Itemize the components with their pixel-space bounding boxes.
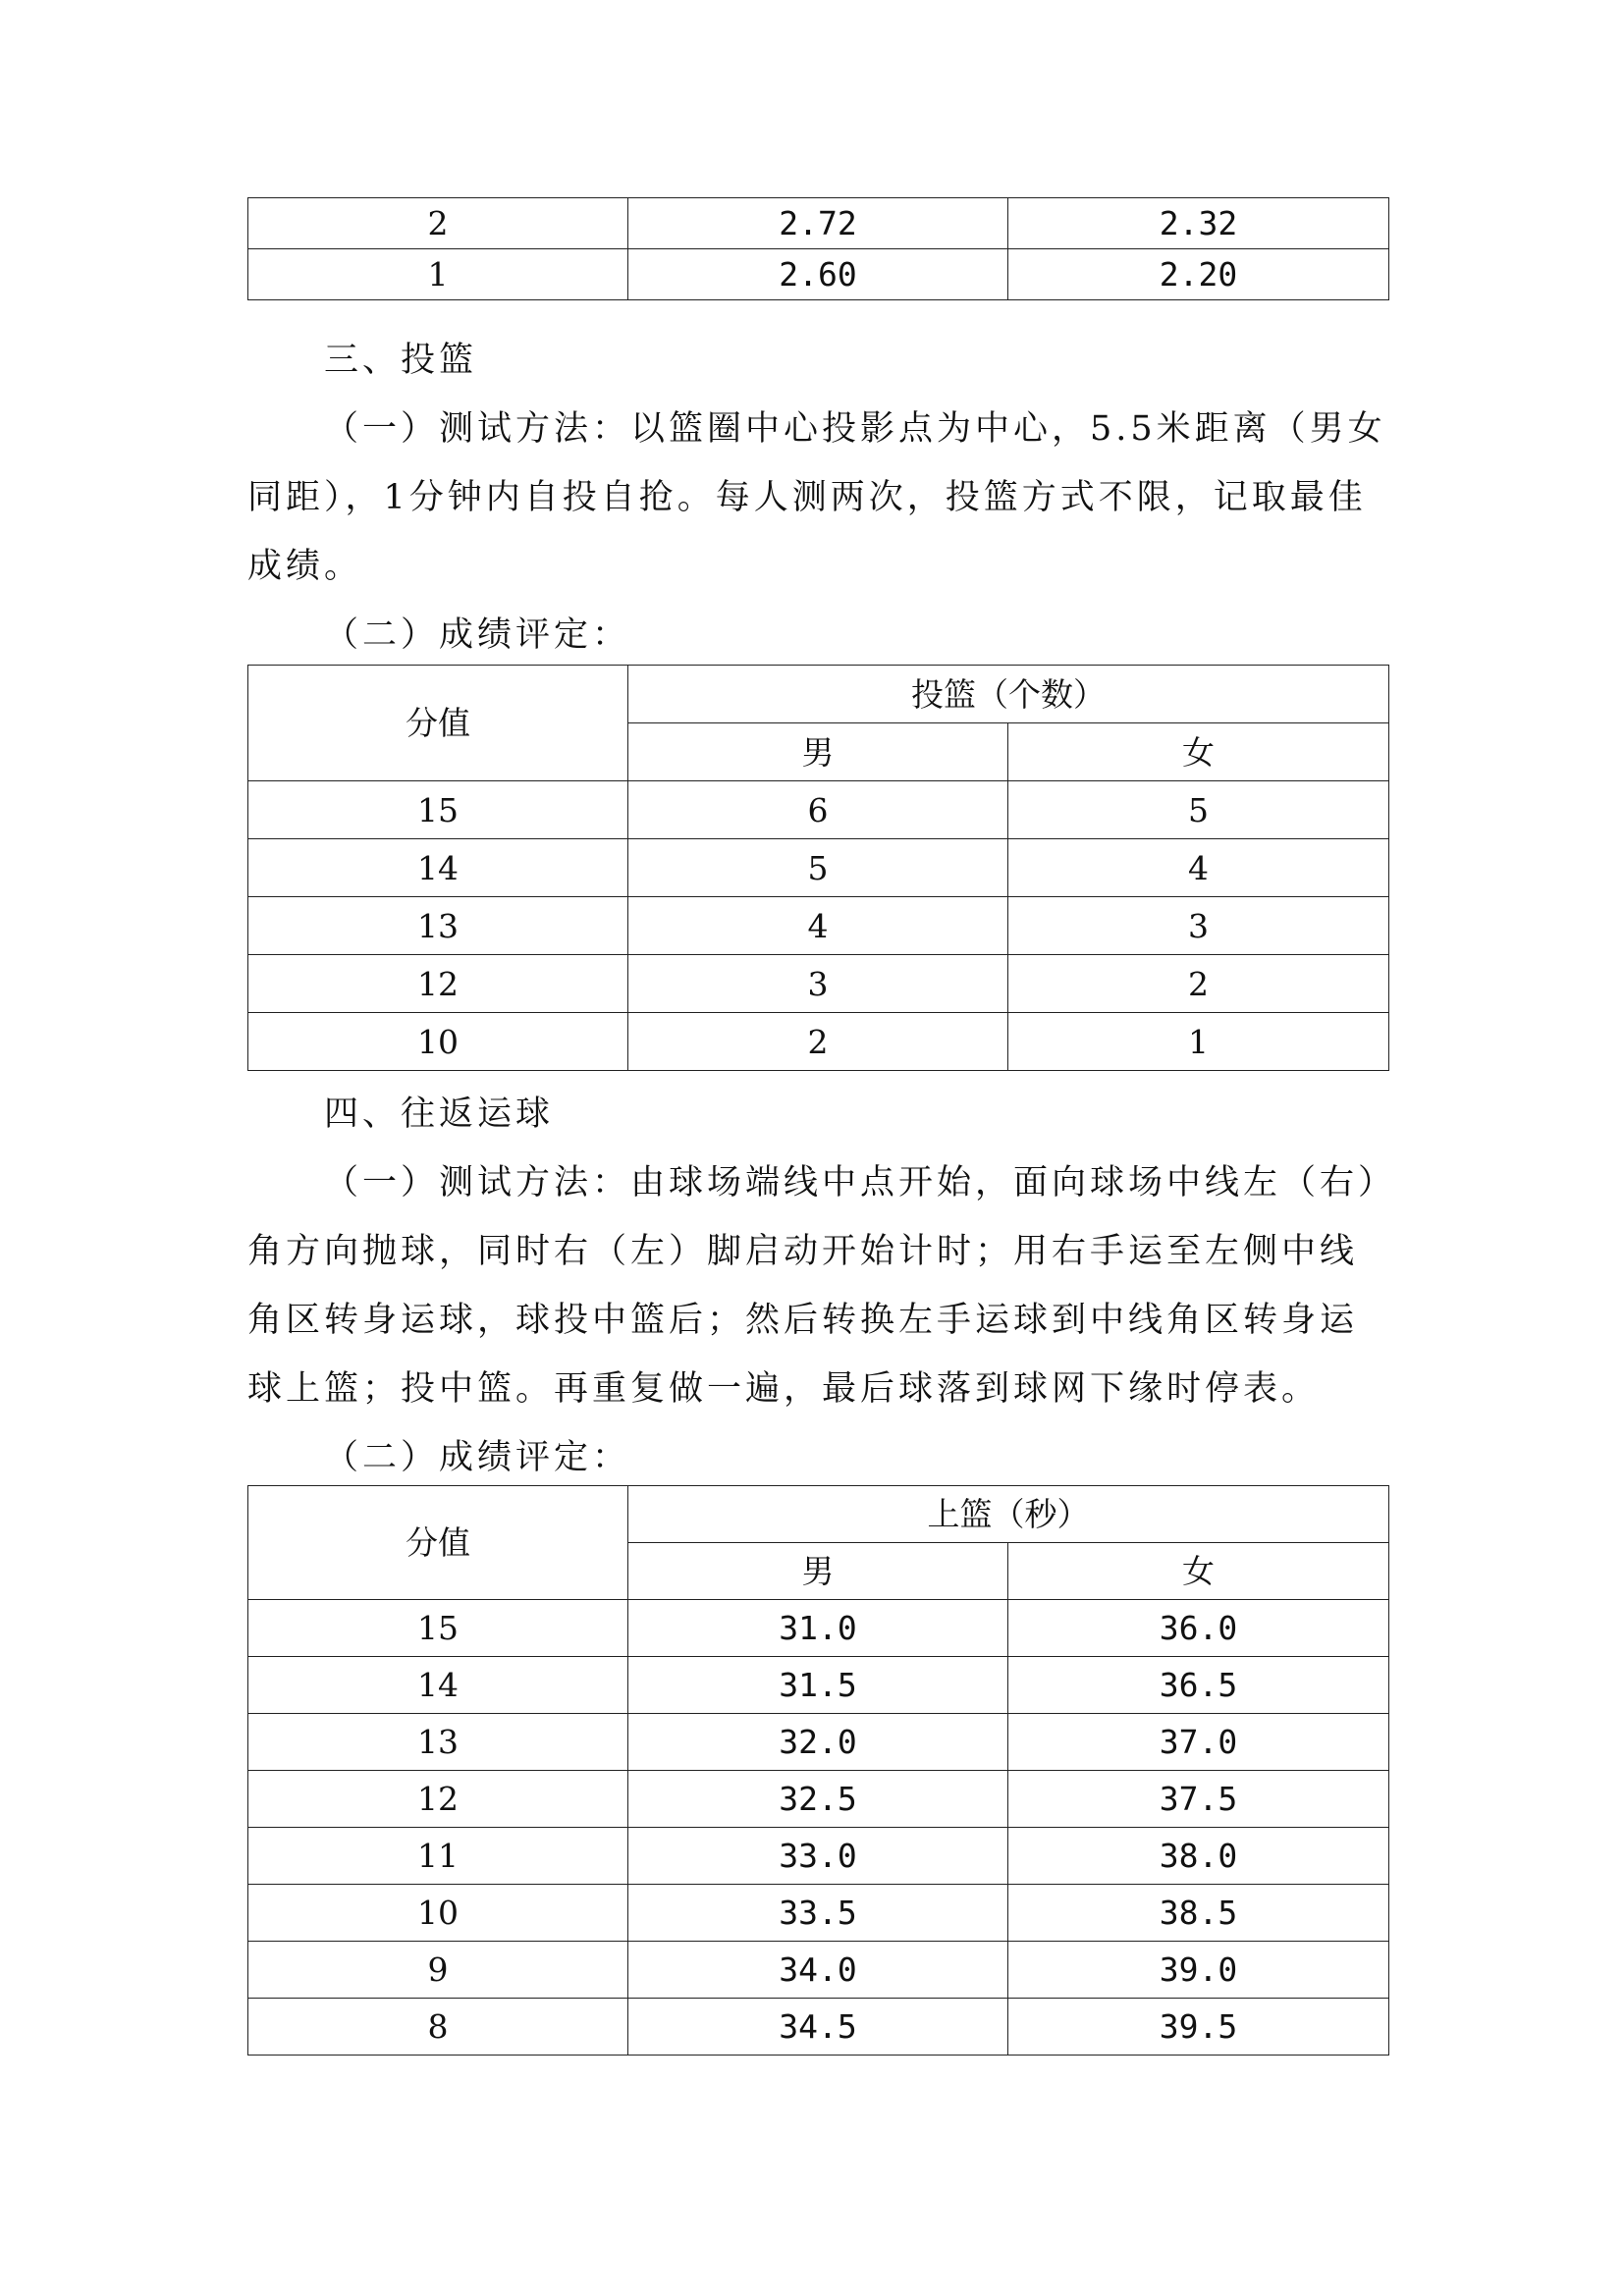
table-row [248, 897, 1389, 955]
female-value-cell: 37.5 [1008, 1771, 1389, 1828]
male-value-cell: 33.5 [628, 1885, 1008, 1942]
section4-rating-label: （二）成绩评定： [324, 1438, 631, 1477]
female-header: 女 [1008, 1543, 1389, 1600]
score-cell: 1 [248, 249, 628, 300]
male-value-cell: 2 [628, 1013, 1008, 1071]
score-header: 分值 [248, 1486, 628, 1600]
male-value-cell: 2.60 [628, 249, 1008, 300]
table-row [248, 1999, 1389, 2056]
table-row [248, 198, 1389, 249]
score-header: 分值 [248, 666, 628, 781]
section3-rating-label: （二）成绩评定： [324, 615, 631, 655]
table-row [248, 1771, 1389, 1828]
layup-group-header: 上篮（秒） [628, 1486, 1389, 1543]
table-row [248, 1657, 1389, 1714]
table-row [248, 1013, 1389, 1071]
score-cell: 10 [248, 1885, 628, 1942]
female-value-cell: 38.5 [1008, 1885, 1389, 1942]
section3-heading: 三、投篮 [324, 341, 478, 380]
female-value-cell: 5 [1008, 781, 1389, 839]
male-value-cell: 31.0 [628, 1600, 1008, 1657]
shooting-group-header: 投篮（个数） [628, 666, 1389, 723]
male-value-cell: 32.5 [628, 1771, 1008, 1828]
table-row [248, 781, 1389, 839]
score-cell: 9 [248, 1942, 628, 1999]
dribble-score-table-body [248, 1600, 1389, 2056]
section3-method: （一）测试方法：以篮圈中心投影点为中心，5.5米距离（男女同距），1分钟内自投自抢。每人测两次，投篮方式不限，记取最佳成绩。 [247, 409, 1386, 586]
male-value-cell: 34.0 [628, 1942, 1008, 1999]
score-cell: 13 [248, 1714, 628, 1771]
score-table-continued-body [248, 198, 1389, 300]
score-cell: 12 [248, 1771, 628, 1828]
table-row [248, 1828, 1389, 1885]
score-cell: 15 [248, 781, 628, 839]
table-row [248, 1600, 1389, 1657]
shooting-score-table-body [248, 781, 1389, 1071]
male-value-cell: 31.5 [628, 1657, 1008, 1714]
male-value-cell: 2.72 [628, 198, 1008, 249]
score-cell: 15 [248, 1600, 628, 1657]
score-cell: 14 [248, 1657, 628, 1714]
female-value-cell: 4 [1008, 839, 1389, 897]
score-cell: 10 [248, 1013, 628, 1071]
female-value-cell: 3 [1008, 897, 1389, 955]
female-value-cell: 39.0 [1008, 1942, 1389, 1999]
dribble-score-table [247, 1485, 1389, 2056]
score-cell: 2 [248, 198, 628, 249]
female-value-cell: 1 [1008, 1013, 1389, 1071]
score-cell: 11 [248, 1828, 628, 1885]
table-row [248, 955, 1389, 1013]
female-value-cell: 39.5 [1008, 1999, 1389, 2056]
section4-method: （一）测试方法：由球场端线中点开始，面向球场中线左（右）角方向抛球，同时右（左）脚启动开始计时；用右手运至左侧中线角区转身运球，球投中篮后；然后转换左手运球到中线角区转身运球上篮；投中篮。再重复做一遍，最后球落到球网下缘时停表。 [247, 1163, 1380, 1409]
male-value-cell: 3 [628, 955, 1008, 1013]
female-value-cell: 36.0 [1008, 1600, 1389, 1657]
male-header: 男 [628, 723, 1008, 781]
table-row [248, 1885, 1389, 1942]
female-header: 女 [1008, 723, 1389, 781]
male-value-cell: 4 [628, 897, 1008, 955]
score-table-continued [247, 197, 1389, 300]
female-value-cell: 38.0 [1008, 1828, 1389, 1885]
female-value-cell: 37.0 [1008, 1714, 1389, 1771]
male-value-cell: 32.0 [628, 1714, 1008, 1771]
female-value-cell: 2 [1008, 955, 1389, 1013]
table-row [248, 1942, 1389, 1999]
score-cell: 12 [248, 955, 628, 1013]
male-value-cell: 33.0 [628, 1828, 1008, 1885]
male-value-cell: 34.5 [628, 1999, 1008, 2056]
female-value-cell: 36.5 [1008, 1657, 1389, 1714]
section4-heading: 四、往返运球 [324, 1095, 555, 1134]
table-row [248, 839, 1389, 897]
male-header: 男 [628, 1543, 1008, 1600]
female-value-cell: 2.32 [1008, 198, 1389, 249]
male-value-cell: 6 [628, 781, 1008, 839]
score-cell: 8 [248, 1999, 628, 2056]
score-cell: 14 [248, 839, 628, 897]
female-value-cell: 2.20 [1008, 249, 1389, 300]
table-row [248, 249, 1389, 300]
score-cell: 13 [248, 897, 628, 955]
table-row [248, 1714, 1389, 1771]
shooting-score-table [247, 665, 1389, 1071]
male-value-cell: 5 [628, 839, 1008, 897]
